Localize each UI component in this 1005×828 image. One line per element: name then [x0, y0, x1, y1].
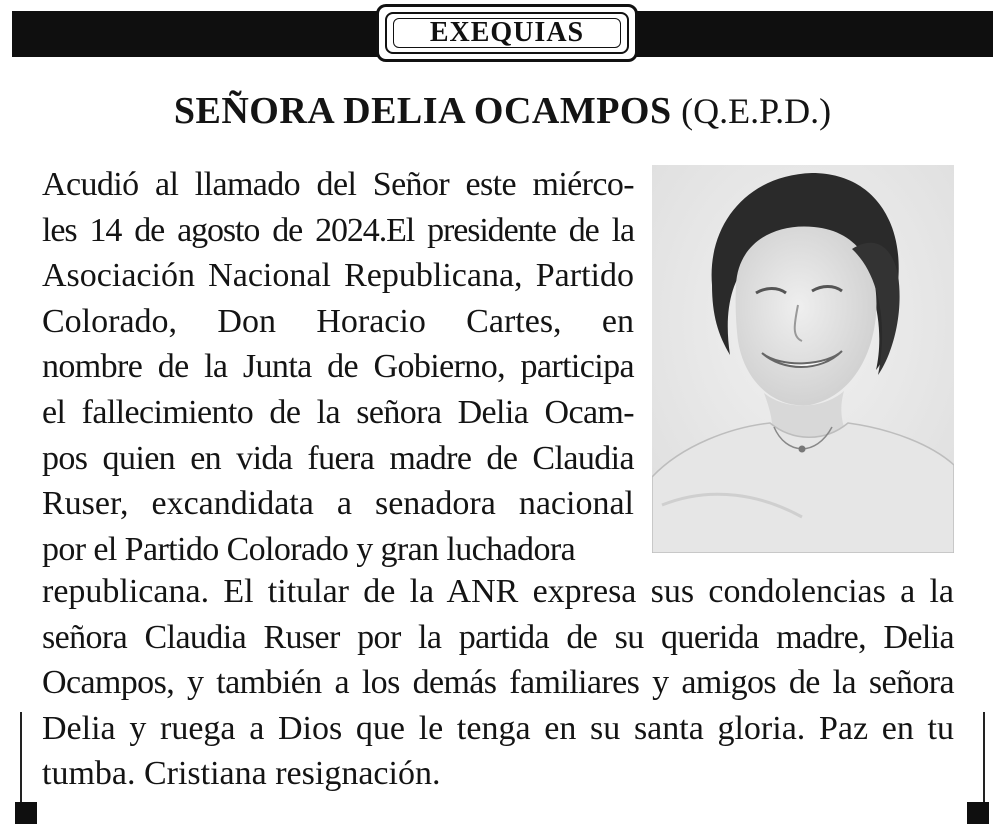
text-line: Colorado, Don Horacio Cartes, en	[42, 302, 634, 340]
text-line: el fallecimiento de la señora Delia Ocam-	[42, 393, 634, 431]
text-line: Acudió al llamado del Señor este miérco-	[42, 166, 634, 203]
text-line: Asociación Nacional Republicana, Partido	[42, 257, 634, 295]
section-badge	[376, 4, 638, 62]
text-line: Delia y ruega a Dios que le tenga en su santa gloria. Paz en tu	[42, 709, 954, 747]
text-line: nombre de la Junta de Gobierno, participa	[42, 348, 634, 386]
obituary-headline	[0, 86, 1005, 136]
text-line: pos quien en vida fuera madre de Claudia	[42, 439, 634, 477]
section-label: EXEQUIAS	[393, 18, 621, 48]
text-line: tumba. Cristiana resignación.	[42, 755, 441, 793]
deceased-name: SEÑORA DELIA OCAMPOS	[173, 90, 672, 132]
frame-corner-left	[15, 802, 37, 824]
text-line: republicana. El titular de la ANR expresa sus condolencias a la	[42, 573, 954, 610]
frame-rule-right	[983, 712, 985, 804]
portrait-photo	[652, 165, 954, 553]
text-line: Ruser, excandidata a senadora nacional	[42, 485, 634, 523]
text-line: por el Partido Colorado y gran luchadora	[42, 530, 576, 568]
qepd-suffix: (Q.E.P.D.)	[681, 91, 832, 131]
section-badge-border	[385, 12, 629, 54]
portrait-illustration	[652, 165, 954, 553]
frame-rule-left	[20, 712, 22, 804]
obituary-text-bottom	[42, 569, 954, 797]
frame-corner-right	[967, 802, 989, 824]
text-line: les 14 de agosto de 2024.El presidente de la	[42, 211, 634, 249]
text-line: Ocampos, y también a los demás familiares y amigos de la señora	[42, 664, 954, 702]
text-line: señora Claudia Ruser por la partida de su querida madre, Delia	[42, 618, 954, 656]
obituary-text-top	[42, 162, 634, 572]
